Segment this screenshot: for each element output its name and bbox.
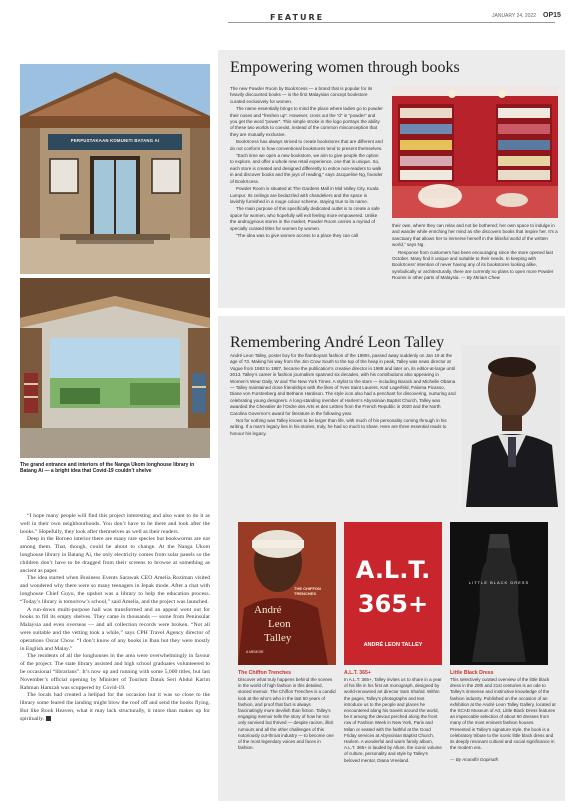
story1-para-3: BookXcess has always strived to create bookstores that are different and do not conform to how conventional bookstores tend to present themselves. xyxy=(230,139,383,151)
longhouse-para-5: The residents of all the longhouses in the area were overwhelmingly in favour of the project. The state library assisted and high school graduates volunteered to be occasional “librarians”. It’s now up and running with some 5,000 titles, but last November’s official opening by Minister of Tourism Datuk Seri Abdul Karim Rahman Hamzah was scuppered by Covid-19. xyxy=(20,653,210,691)
longhouse-article xyxy=(20,513,210,724)
chiffon-cover-sub: A MEMOIR xyxy=(246,650,264,654)
story1-para-6: The main purpose of this specifically dedicated outlet is to create a safe space for women, who hopefully will exit feeling more empowered. Unlike the androgynous stores in the market, Powder Room carries a myriad of specially curated titles for women by women. xyxy=(230,206,380,231)
book-desc-lbd xyxy=(450,677,556,764)
book-desc-chiffon: Discover what truly happens behind the scenes in the world of high fashion in this detailed, storied memoir. The Chiffon Trenches is a candid look at the who’s who in the last 50 years of fashion, and proof that fact is always fascinatingly more devilish than fiction. Talley’s engaging memoir tells the story of how he not only survived but thrived — despite racism, illicit rumours and all the other challenges of this notoriously cut-throat industry — to become one of the most legendary voices and faces in fashion. xyxy=(238,677,336,751)
book-title-chiffon: The Chiffon Trenches xyxy=(238,670,292,676)
story1-para-4: “Each time we open a new bookstore, we aim to give people the option to explore, and offer a whole new retail experience, one that is unique. So, each store is created and designed differently to entice non-readers to walk in and discover books and the joys of reading,” says Jacqueline Ng, founder of BookXcess. xyxy=(230,153,383,184)
story1-para-8: their own, where they can relax and not be bothered; her own space to indulge in and wander while enriching her mind as she discovers books that inspire her. It’s a sanctuary that allows her to immerse herself in the blissful world of the written world,” says Ng. xyxy=(392,223,558,248)
book-cover-little-black-dress xyxy=(450,522,548,665)
issue-date: JANUARY 24, 2022 xyxy=(492,13,537,19)
alt-cover-top: A.L.T. xyxy=(355,556,431,584)
header-rule xyxy=(228,22,555,23)
book-title-lbd: Little Black Dress xyxy=(450,670,494,676)
chiffon-cover-top: THE CHIFFON TRENCHES xyxy=(294,586,321,596)
story1-para-1: The new Powder Room by BookXcess — a brand that is popular for its heavily discounted books — is the first Malaysian concept bookstore curated exclusively for women. xyxy=(230,86,373,104)
end-mark-icon xyxy=(46,716,51,721)
chiffon-cover-author-1: André xyxy=(254,604,282,616)
story1-column-1 xyxy=(230,86,383,240)
story2-body xyxy=(230,353,458,438)
story1-para-9: Response from customers has been encouraging since the store opened last October. Many find it unique and suitable to their needs. In keeping with BookXcess’ intention of never having any of its bookstores looking alike, symbolically or architecturally, there are currently no plans to open more Powder Rooms in other parts of Malaysia. xyxy=(392,249,554,281)
talley-portrait-illustration xyxy=(462,345,560,507)
longhouse-entrance-photo xyxy=(20,64,210,274)
longhouse-caption: The grand entrance and interiors of the Nanga Ukom longhouse library in Batang Ai — a bright idea that Covid-19 couldn’t shelve xyxy=(20,462,195,475)
section-title: FEATURE xyxy=(270,13,325,22)
story1-column-2 xyxy=(392,223,558,283)
chiffon-cover-author-3: Talley xyxy=(264,632,292,644)
book-desc-lbd-text: This selectively curated overview of the little black dress in the 20th and 21st centuries is an ode to Talley’s immense and instinctive knowledge of the fashion industry. Published on the occasion of an exhibition at the André Leon Talley Gallery, located at the SCAD Museum of Art, Little Black Dress features an impeccable selection of about 60 dresses from many of the most eminent fashion houses. Presented in Talley’s signature style, the book is a celebratory tribute to the iconic little black dress and its deeply resonant cultural and social significance in the modern era. xyxy=(450,677,556,751)
story2-para-1: André Leon Talley, poster boy for the flamboyant fashion of the 1980s, passed away suddenly on Jan 19 at the age of 73. Making his way from the Jim Crow South to the top of the heap in peak, Talley was news director at Vogue from 1983 to 1987, became the publication’s creative director in 1988 and later on, its editor-at-large until 2013. Talley’s career in fashion journalism spanned six decades, with his contributions also appearing in Women’s Wear Daily, W and The New York Times. A stylist to the stars — including Barack and Michelle Obama — Talley maintained close friendships with the likes of Yves Saint Laurent, Karl Lagerfeld, Paloma Picasso, Diane von Furstenberg and Bethann Hardison. The style icon also had a penchant for discovering, nurturing and celebrating young designers. A long-standing member of Harlem’s Abyssinian Baptist Church, Talley was awarded the Chevalier de l’Ordre des Arts et des Lettres from the French Republic in 2020 and the North Carolina Governor’s award for literature in the following year. xyxy=(230,353,456,416)
book-title-alt: A.L.T. 365+ xyxy=(344,670,371,676)
story2-headline: Remembering André Leon Talley xyxy=(230,334,445,351)
alt-cover-author: ANDRÉ LEON TALLEY xyxy=(363,642,423,648)
story2-para-2: Not for nothing was Talley known to be larger than life, with much of his personality coming through in his writing. If a man’s legacy lies in his stories, truly, he had so much to share. Here are three essential reads to honour his legacy. xyxy=(230,418,447,436)
longhouse-para-3: The idea started when Business Events Sarawak CEO Amelia Roziman visited and wondered why there were so many teenagers in Jepak mode. After a chat with longhouse Chief Guyu, the upshot was a library to help the education process. “Today’s library is tomorrow’s school,” said Amelia, and the project was launched. xyxy=(20,575,210,605)
alt-cover-number: 365+ xyxy=(357,590,429,618)
story1-para-5: Powder Room is situated at The Gardens Mall in Mid Valley City, Kuala Lumpur. Its ceilings are bedazzled with chandeliers and the space is lavishly furnished in a rouge colour scheme, staying true to its name. xyxy=(230,186,379,204)
book-desc-alt: In A.L.T. 365+, Talley invites us to share in a year of his life in his first art monograph, designed by world-renowned art director Sam Shahid. Within the pages, Talley’s photographs and text introduce us to the people and places he encountered along his travels around the world, be it among the devout perched along the front row of Fashion Week in New York, Paris and Milan or seated with the faithful at the Good Friday services at Abyssinian Baptist Church, Harlem. A wonderful and warm family album, A.L.T. 365+ is lauded by Allure, the iconic volume of culture, personality and style by Talley’s beloved mentor, Diana Vreeland. xyxy=(344,677,442,763)
story2-byline: — By Anandhi Gopinath xyxy=(450,757,499,763)
talley-portrait-photo xyxy=(462,345,560,507)
longhouse-interior-illustration xyxy=(20,278,210,458)
page-number: OP15 xyxy=(543,12,561,19)
longhouse-para-6: The locals had created a helipad for the occasion but it was so close to the library some feared the landing might blow the roof off and send the books flying. But like Book Heaven, what it may lack structurally, it more than makes up for spiritually. xyxy=(20,692,210,722)
longhouse-para-2: Deep in the Borneo interior there are many rare species but bookworms are not among them. That, though, could be about to change. At the Nanga Ukom longhouse library in Batang Ai, the only electricity comes from solar panels so the children don’t have to be dragged from their screens to browse at something as ancient as paper. xyxy=(20,536,210,574)
lbd-cover-title: LITTLE BLACK DRESS xyxy=(468,580,530,585)
story1-byline: — By Miriam Chew xyxy=(461,275,500,281)
longhouse-interior-photo xyxy=(20,278,210,458)
longhouse-para-1: “I hope many people will find this project interesting and also want to do it as well in their own neighbourhoods. You don’t have to be there and look after the books.” Hopefully, they look after themselves as well as their readers. xyxy=(20,513,210,535)
story1-headline: Empowering women through books xyxy=(230,59,460,76)
powder-room-photo xyxy=(392,86,558,218)
longhouse-entrance-illustration xyxy=(20,64,210,274)
chiffon-cover-author-2: Leon xyxy=(268,618,291,630)
lbd-cover-illustration xyxy=(450,522,548,665)
powder-room-illustration xyxy=(392,86,558,218)
story1-para-7: “The idea was to give women access to a place they can call xyxy=(236,232,359,238)
story1-para-2: The name essentially brings to mind the place where ladies go to powder their noses and “freshen up”. However, cross out the “d” in “powder” and you get the word “power”. This simple stroke in the logo portrays the ability of these two worlds to coexist, instead of the common misconception that they are mutually exclusive. xyxy=(230,106,383,137)
book-cover-chiffon-trenches xyxy=(238,522,336,665)
longhouse-para-4: A run-down multi-purpose hall was transformed and an appeal went out for books to fill its empty shelves. They came in thousands — some from Peninsular Malaysia and even overseas — and all collection records were broken. “Not all were suitable and the vetting took a while,” says CPH Travel Agency director of operations Oscar Chow. “I don’t know of any books in Iban but they were mostly in English and Malay.” xyxy=(20,606,210,652)
book-cover-alt-365 xyxy=(344,522,442,665)
library-sign-text: PERPUSTAKAAN KOMUNITI BATANG AI xyxy=(70,138,160,143)
